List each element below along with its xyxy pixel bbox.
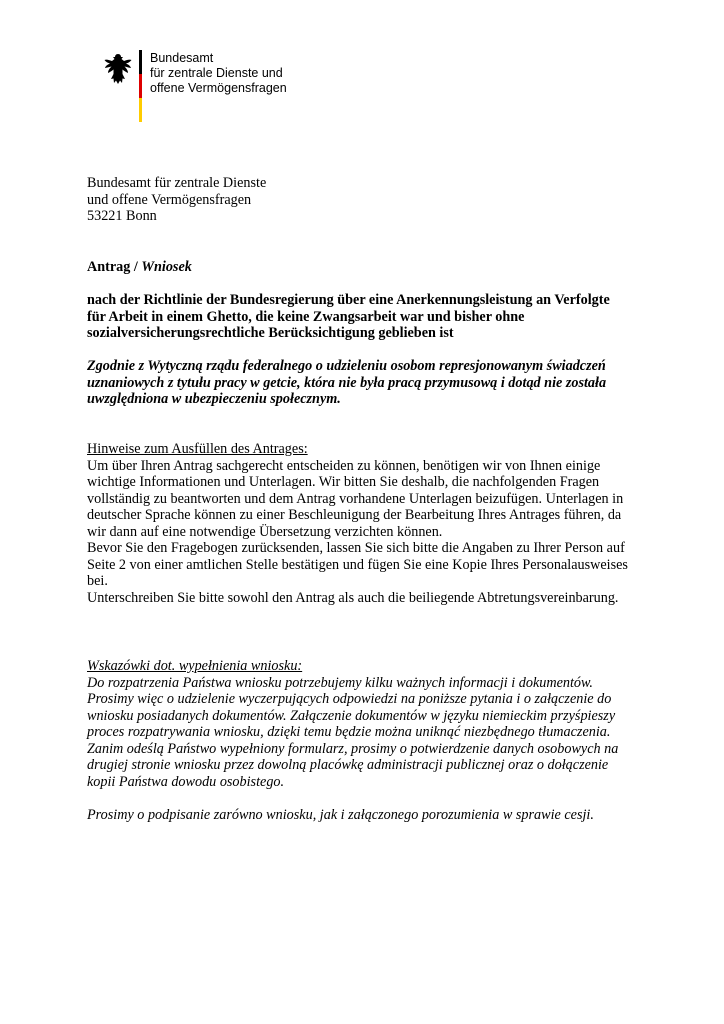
title-de: Antrag / (87, 259, 138, 275)
title-pl: Wniosek (141, 259, 192, 275)
hints-pl (87, 658, 647, 823)
subject-pl-line: uwzględniona w ubezpieczeniu społecznym. (87, 391, 341, 407)
agency-name-line: offene Vermögensfragen (150, 81, 287, 95)
hints-de (87, 441, 647, 606)
flag-stripe (139, 50, 142, 122)
subject-de (87, 292, 647, 342)
subject-pl-line: uznaniowych z tytułu pracy w getcie, która nie była pracą przymusową i dotąd nie została (87, 374, 607, 391)
hints-de-line: Um über Ihren Antrag sachgerecht entscheiden zu können, benötigen wir von Ihnen einige (87, 457, 601, 474)
subject-pl-line: Zgodnie z Wytyczną rządu federalnego o udzieleniu osobom represjonowanym świadczeń (87, 358, 606, 374)
hints-de-line: Bevor Sie den Fragebogen zurücksenden, lassen Sie sich bitte die Angaben zu Ihrer Person auf (87, 540, 625, 556)
hints-de-line: Seite 2 von einer amtlichen Stelle bestätigen und fügen Sie eine Kopie Ihres Personalausweises (87, 556, 628, 573)
hints-de-line: vollständig zu beantworten und dem Antrag vorhandene Unterlagen beizufügen. Unterlagen in (87, 490, 624, 507)
hints-de-line: wir dann auf eine notwendige Übersetzung verzichten können. (87, 523, 443, 540)
agency-name-line: für zentrale Dienste und (150, 66, 283, 80)
subject-de-line: nach der Richtlinie der Bundesregierung über eine Anerkennungsleistung an Verfolgte (87, 292, 610, 308)
hints-pl-closing: Prosimy o podpisanie zarówno wniosku, jak i załączonego porozumienia w sprawie cesji. (87, 806, 594, 823)
address-line: 53221 Bonn (87, 208, 157, 224)
hints-pl-heading: Wskazówki dot. wypełnienia wniosku: (87, 658, 303, 674)
document-title (87, 259, 647, 276)
subject-de-line: für Arbeit in einem Ghetto, die keine Zwangsarbeit war und bisher ohne (87, 308, 525, 325)
hints-pl-line: Do rozpatrzenia Państwa wniosku potrzebujemy kilku ważnych informacji i dokumentów. (87, 674, 593, 691)
recipient-address (87, 175, 647, 225)
hints-de-heading: Hinweise zum Ausfüllen des Antrages: (87, 441, 308, 457)
hints-de-line: bei. (87, 573, 108, 589)
hints-pl-line: drugiej stronie wniosku przez dowolną placówkę administracji publicznej oraz o dołączenie (87, 757, 609, 773)
hints-de-line: deutscher Sprache können zu einer Beschleunigung der Bearbeitung Ihres Antrages führen, da (87, 507, 622, 523)
hints-pl-line: Prosimy więc o udzielenie wyczerpujących odpowiedzi na poniższe pytania i o załączenie do (87, 691, 612, 707)
eagle-icon (104, 52, 132, 86)
hints-pl-line: Zanim odeślą Państwo wypełniony formularz, prosimy o potwierdzenie danych osobowych na (87, 740, 619, 757)
address-line: Bundesamt für zentrale Dienste (87, 175, 267, 191)
hints-de-line: Unterschreiben Sie bitte sowohl den Antrag als auch die beiliegende Abtretungsvereinbarung. (87, 589, 619, 606)
subject-de-line: sozialversicherungsrechtliche Berücksichtigung geblieben ist (87, 325, 454, 341)
paragraph-gap (87, 790, 647, 807)
hints-pl-line: wniosku posiadanych dokumentów. Załączenie dokumentów w języku niemieckim przyśpieszy (87, 707, 616, 724)
hints-pl-line: proces rozpatrywania wniosku, dzięki temu będzie można uniknąć niezbędnego tłumaczenia. (87, 724, 611, 740)
agency-name-line: Bundesamt (150, 51, 214, 65)
hints-de-line: wichtige Informationen und Unterlagen. Wir bitten Sie deshalb, die nachfolgenden Fragen (87, 474, 600, 490)
agency-name (150, 51, 350, 96)
address-line: und offene Vermögensfragen (87, 191, 252, 208)
subject-pl (87, 358, 647, 408)
hints-pl-line: kopii Państwa dowodu osobistego. (87, 773, 285, 790)
